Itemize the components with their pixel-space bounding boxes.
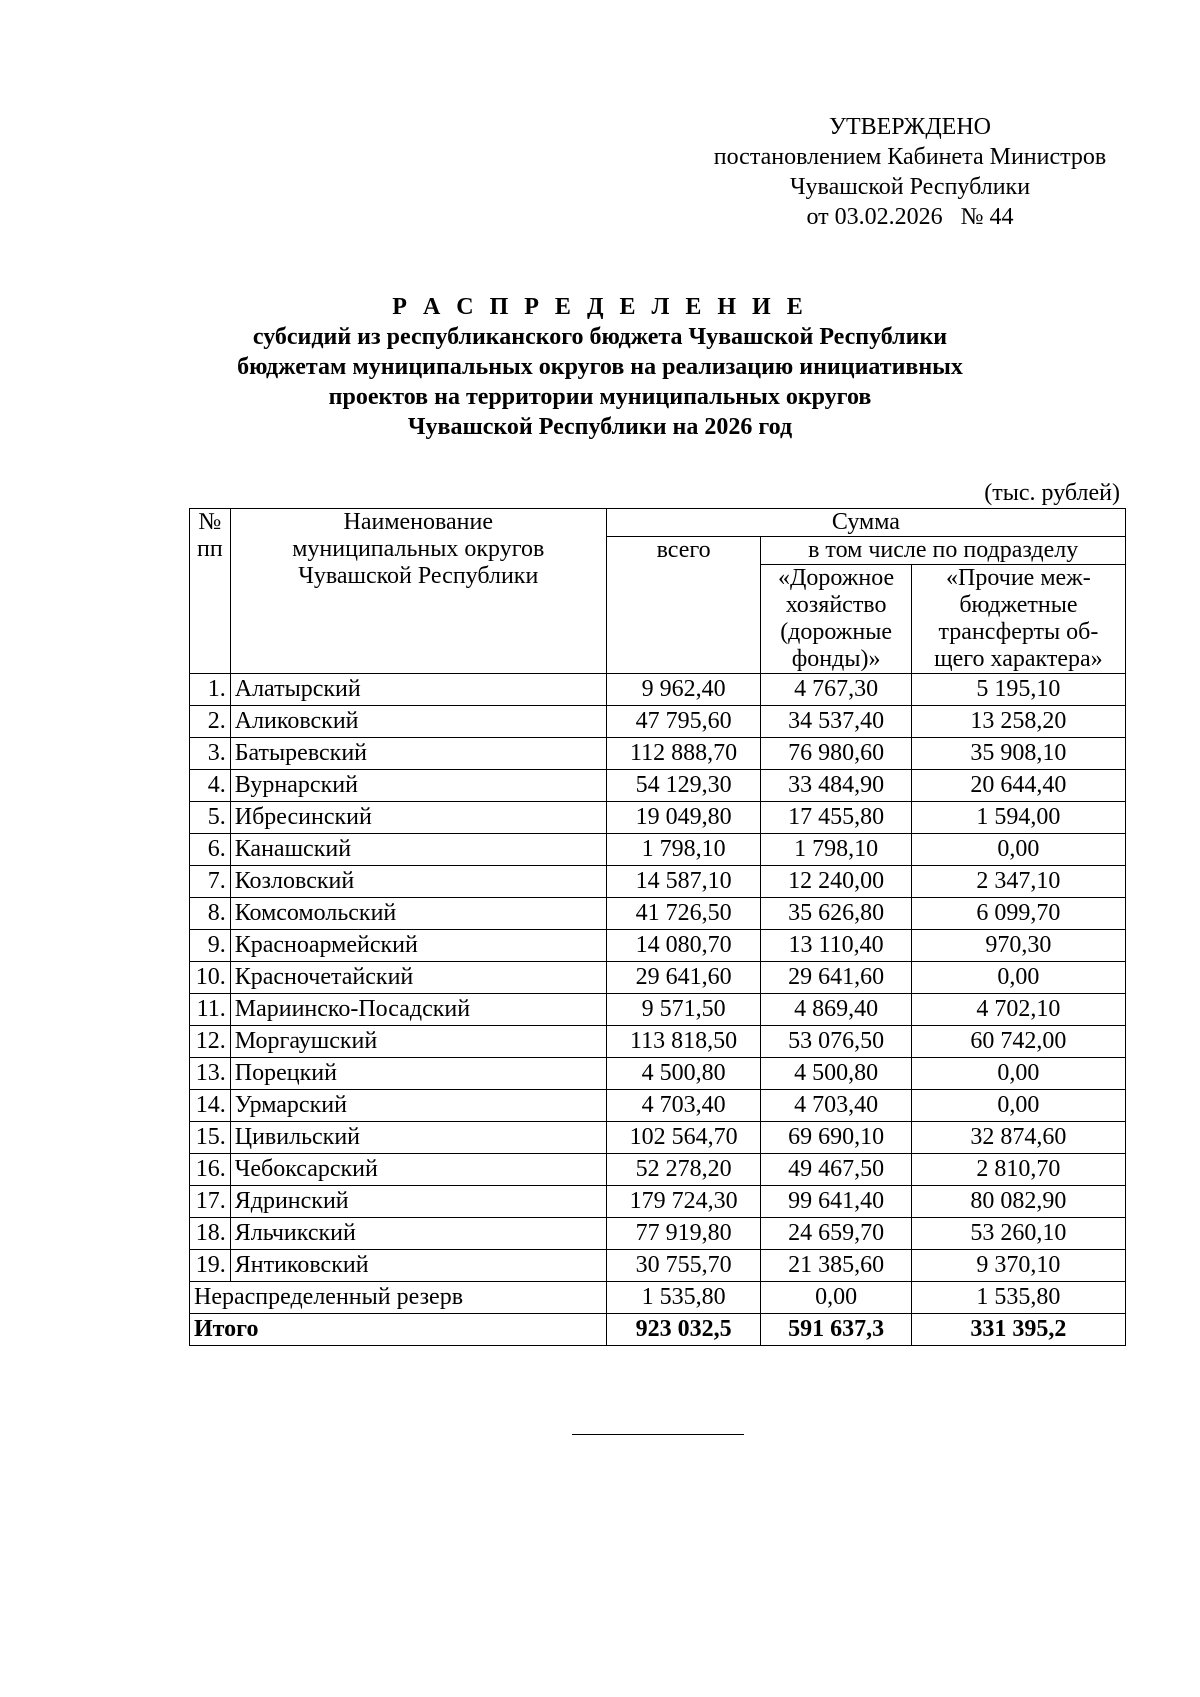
row-other: 13 258,20: [911, 706, 1125, 738]
row-total: 77 919,80: [606, 1218, 761, 1250]
row-number: 7.: [190, 866, 231, 898]
header-including: в том числе по подразделу: [761, 537, 1126, 565]
row-number: 14.: [190, 1090, 231, 1122]
reserve-other: 1 535,80: [911, 1282, 1125, 1314]
header-other: [911, 565, 1125, 674]
row-number: 8.: [190, 898, 231, 930]
row-road: 21 385,60: [761, 1250, 911, 1282]
row-total: 19 049,80: [606, 802, 761, 834]
row-road: 12 240,00: [761, 866, 911, 898]
row-other: 5 195,10: [911, 674, 1125, 706]
row-other: 2 347,10: [911, 866, 1125, 898]
header-other-line: бюджетные: [959, 592, 1078, 618]
units-label: (тыс. рублей): [984, 480, 1120, 506]
table-row: [190, 962, 1126, 994]
header-name-line: муниципальных округов: [292, 536, 545, 562]
row-other: 970,30: [911, 930, 1125, 962]
row-number: 6.: [190, 834, 231, 866]
row-number: 3.: [190, 738, 231, 770]
row-other: 0,00: [911, 834, 1125, 866]
row-other: 4 702,10: [911, 994, 1125, 1026]
distribution-table: [189, 508, 1126, 1346]
row-other: 0,00: [911, 1090, 1125, 1122]
row-road: 29 641,60: [761, 962, 911, 994]
row-number: 18.: [190, 1218, 231, 1250]
row-name: Яльчикский: [230, 1218, 606, 1250]
row-name: Янтиковский: [230, 1250, 606, 1282]
end-separator-line: [572, 1434, 744, 1435]
row-other: 2 810,70: [911, 1154, 1125, 1186]
row-road: 53 076,50: [761, 1026, 911, 1058]
header-number-line: пп: [197, 536, 223, 562]
row-other: 20 644,40: [911, 770, 1125, 802]
approval-date-number: от 03.02.2026 № 44: [806, 204, 1014, 230]
row-number: 16.: [190, 1154, 231, 1186]
approval-stamp: [600, 112, 1200, 232]
header-total: всего: [606, 537, 761, 674]
row-number: 9.: [190, 930, 231, 962]
header-name: [230, 509, 606, 674]
row-total: 41 726,50: [606, 898, 761, 930]
table-row: [190, 802, 1126, 834]
row-road: 1 798,10: [761, 834, 911, 866]
reserve-name: Нераспределенный резерв: [190, 1282, 607, 1314]
table-row: [190, 1090, 1126, 1122]
row-total: 9 571,50: [606, 994, 761, 1026]
row-other: 6 099,70: [911, 898, 1125, 930]
table-row: [190, 1058, 1126, 1090]
row-road: 4 703,40: [761, 1090, 911, 1122]
grand-total-row: [190, 1314, 1126, 1346]
header-road: [761, 565, 911, 674]
row-total: 54 129,30: [606, 770, 761, 802]
row-total: 30 755,70: [606, 1250, 761, 1282]
table-row: [190, 1122, 1126, 1154]
header-other-line: «Прочие меж-: [946, 565, 1091, 591]
reserve-road: 0,00: [761, 1282, 911, 1314]
row-road: 17 455,80: [761, 802, 911, 834]
row-road: 4 767,30: [761, 674, 911, 706]
header-other-line: трансферты об-: [938, 619, 1099, 645]
grand-total-other: 331 395,2: [911, 1314, 1125, 1346]
row-total: 179 724,30: [606, 1186, 761, 1218]
row-total: 52 278,20: [606, 1154, 761, 1186]
header-number-line: №: [198, 509, 222, 535]
table-row: [190, 1218, 1126, 1250]
header-number: [190, 509, 231, 674]
row-road: 34 537,40: [761, 706, 911, 738]
row-number: 4.: [190, 770, 231, 802]
row-total: 1 798,10: [606, 834, 761, 866]
reserve-row: [190, 1282, 1126, 1314]
title-line: субсидий из республиканского бюджета Чувашской Республики: [252, 324, 948, 350]
title-line: Чувашской Республики на 2026 год: [407, 414, 793, 440]
row-total: 4 703,40: [606, 1090, 761, 1122]
title-line: бюджетам муниципальных округов на реализацию инициативных: [237, 354, 963, 380]
row-total: 102 564,70: [606, 1122, 761, 1154]
row-other: 9 370,10: [911, 1250, 1125, 1282]
row-name: Красночетайский: [230, 962, 606, 994]
reserve-total: 1 535,80: [606, 1282, 761, 1314]
row-total: 112 888,70: [606, 738, 761, 770]
table-row: [190, 1250, 1126, 1282]
header-sum: Сумма: [606, 509, 1125, 537]
row-road: 69 690,10: [761, 1122, 911, 1154]
row-total: 113 818,50: [606, 1026, 761, 1058]
table-row: [190, 834, 1126, 866]
row-name: Вурнарский: [230, 770, 606, 802]
row-other: 35 908,10: [911, 738, 1125, 770]
title-main: Р А С П Р Е Д Е Л Е Н И Е: [392, 294, 808, 320]
row-road: 99 641,40: [761, 1186, 911, 1218]
row-name: Ядринский: [230, 1186, 606, 1218]
table-row: [190, 770, 1126, 802]
header-road-line: «Дорожное: [778, 565, 895, 591]
row-other: 60 742,00: [911, 1026, 1125, 1058]
row-other: 32 874,60: [911, 1122, 1125, 1154]
row-other: 0,00: [911, 962, 1125, 994]
row-name: Моргаушский: [230, 1026, 606, 1058]
row-road: 33 484,90: [761, 770, 911, 802]
row-number: 1.: [190, 674, 231, 706]
row-road: 4 500,80: [761, 1058, 911, 1090]
table-row: [190, 706, 1126, 738]
row-road: 76 980,60: [761, 738, 911, 770]
header-road-line: (дорожные: [780, 619, 892, 645]
row-number: 11.: [190, 994, 231, 1026]
table-row: [190, 994, 1126, 1026]
approval-line: постановлением Кабинета Министров: [713, 144, 1107, 170]
table-row: [190, 1186, 1126, 1218]
row-road: 49 467,50: [761, 1154, 911, 1186]
row-number: 10.: [190, 962, 231, 994]
table-row: [190, 674, 1126, 706]
row-name: Комсомольский: [230, 898, 606, 930]
row-name: Цивильский: [230, 1122, 606, 1154]
grand-total-name: Итого: [190, 1314, 607, 1346]
header-name-line: Чувашской Республики: [298, 563, 539, 589]
approval-line: Чувашской Республики: [789, 174, 1031, 200]
row-other: 1 594,00: [911, 802, 1125, 834]
table-row: [190, 1154, 1126, 1186]
row-name: Алатырский: [230, 674, 606, 706]
table-row: [190, 898, 1126, 930]
row-name: Чебоксарский: [230, 1154, 606, 1186]
row-number: 12.: [190, 1026, 231, 1058]
row-number: 15.: [190, 1122, 231, 1154]
row-name: Ибресинский: [230, 802, 606, 834]
approval-heading: УТВЕРЖДЕНО: [828, 114, 992, 140]
row-name: Аликовский: [230, 706, 606, 738]
row-name: Козловский: [230, 866, 606, 898]
row-name: Порецкий: [230, 1058, 606, 1090]
row-name: Урмарский: [230, 1090, 606, 1122]
row-number: 5.: [190, 802, 231, 834]
table-row: [190, 1026, 1126, 1058]
row-other: 0,00: [911, 1058, 1125, 1090]
grand-total-road: 591 637,3: [761, 1314, 911, 1346]
row-name: Мариинско-Посадский: [230, 994, 606, 1026]
row-total: 14 080,70: [606, 930, 761, 962]
row-total: 47 795,60: [606, 706, 761, 738]
header-road-line: фонды)»: [791, 646, 881, 672]
table-row: [190, 930, 1126, 962]
row-name: Батыревский: [230, 738, 606, 770]
row-road: 35 626,80: [761, 898, 911, 930]
row-road: 4 869,40: [761, 994, 911, 1026]
row-total: 9 962,40: [606, 674, 761, 706]
row-name: Красноармейский: [230, 930, 606, 962]
row-road: 24 659,70: [761, 1218, 911, 1250]
row-number: 2.: [190, 706, 231, 738]
header-name-line: Наименование: [343, 509, 494, 535]
row-number: 17.: [190, 1186, 231, 1218]
header-other-line: щего характера»: [934, 646, 1103, 672]
row-number: 13.: [190, 1058, 231, 1090]
row-other: 53 260,10: [911, 1218, 1125, 1250]
row-number: 19.: [190, 1250, 231, 1282]
header-row: [190, 509, 1126, 537]
row-total: 4 500,80: [606, 1058, 761, 1090]
row-other: 80 082,90: [911, 1186, 1125, 1218]
row-name: Канашский: [230, 834, 606, 866]
row-road: 13 110,40: [761, 930, 911, 962]
row-total: 29 641,60: [606, 962, 761, 994]
table-row: [190, 866, 1126, 898]
title-line: проектов на территории муниципальных округов: [328, 384, 872, 410]
header-road-line: хозяйство: [785, 592, 887, 618]
grand-total-total: 923 032,5: [606, 1314, 761, 1346]
document-title: [150, 292, 1050, 442]
row-total: 14 587,10: [606, 866, 761, 898]
table-row: [190, 738, 1126, 770]
